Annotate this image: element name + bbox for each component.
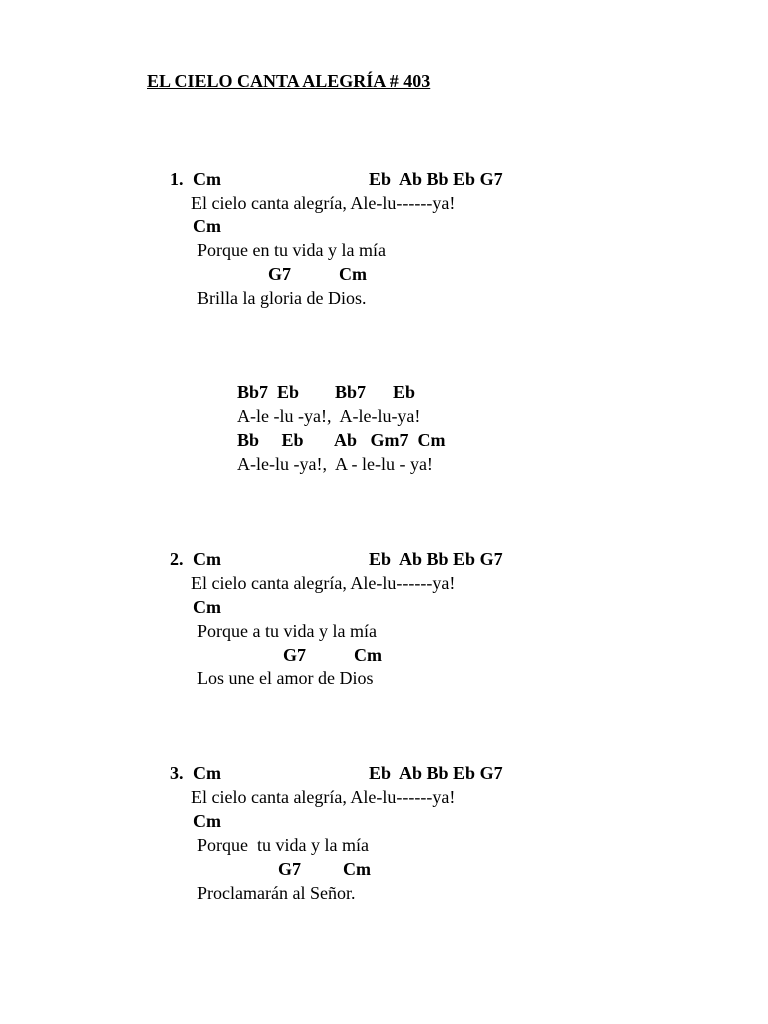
chord-line: Cm xyxy=(193,811,221,831)
chord-line: G7 xyxy=(278,859,302,879)
lyric-line: Proclamarán al Señor. xyxy=(197,883,356,903)
chord-line: Bb Eb Ab Gm7 Cm xyxy=(237,430,446,450)
lyric-line: El cielo canta alegría, Ale-lu------ya! xyxy=(191,193,456,213)
chord-line: G7 xyxy=(283,645,307,665)
chord-line: Cm xyxy=(354,645,382,665)
lyric-line: Brilla la gloria de Dios. xyxy=(197,288,367,308)
verse-number: 1. xyxy=(170,169,184,189)
lyric-line: Porque tu vida y la mía xyxy=(197,835,369,855)
lyric-line: Porque a tu vida y la mía xyxy=(197,621,377,641)
chord-line: Cm xyxy=(339,264,367,284)
lyric-line: El cielo canta alegría, Ale-lu------ya! xyxy=(191,787,456,807)
chord-line: Cm xyxy=(193,549,221,569)
lyric-line: A-le -lu -ya!, A-le-lu-ya! xyxy=(237,406,421,426)
chord-line: Cm xyxy=(193,216,221,236)
verse-number: 2. xyxy=(170,549,184,569)
chord-line: Eb Ab Bb Eb G7 xyxy=(369,549,503,569)
lyric-line: A-le-lu -ya!, A - le-lu - ya! xyxy=(237,454,433,474)
lyric-line: Porque en tu vida y la mía xyxy=(197,240,386,260)
chord-line: G7 xyxy=(268,264,292,284)
lyric-line: Los une el amor de Dios xyxy=(197,668,374,688)
chord-line: Eb Ab Bb Eb G7 xyxy=(369,169,503,189)
chord-line: Bb7 Eb Bb7 Eb xyxy=(237,382,416,402)
chord-line: Cm xyxy=(193,169,221,189)
chord-line: Cm xyxy=(193,597,221,617)
chord-line: Cm xyxy=(343,859,371,879)
lyric-line: El cielo canta alegría, Ale-lu------ya! xyxy=(191,573,456,593)
chord-line: Cm xyxy=(193,763,221,783)
verse-number: 3. xyxy=(170,763,184,783)
chord-line: Eb Ab Bb Eb G7 xyxy=(369,763,503,783)
song-title: EL CIELO CANTA ALEGRÍA # 403 xyxy=(147,71,431,91)
